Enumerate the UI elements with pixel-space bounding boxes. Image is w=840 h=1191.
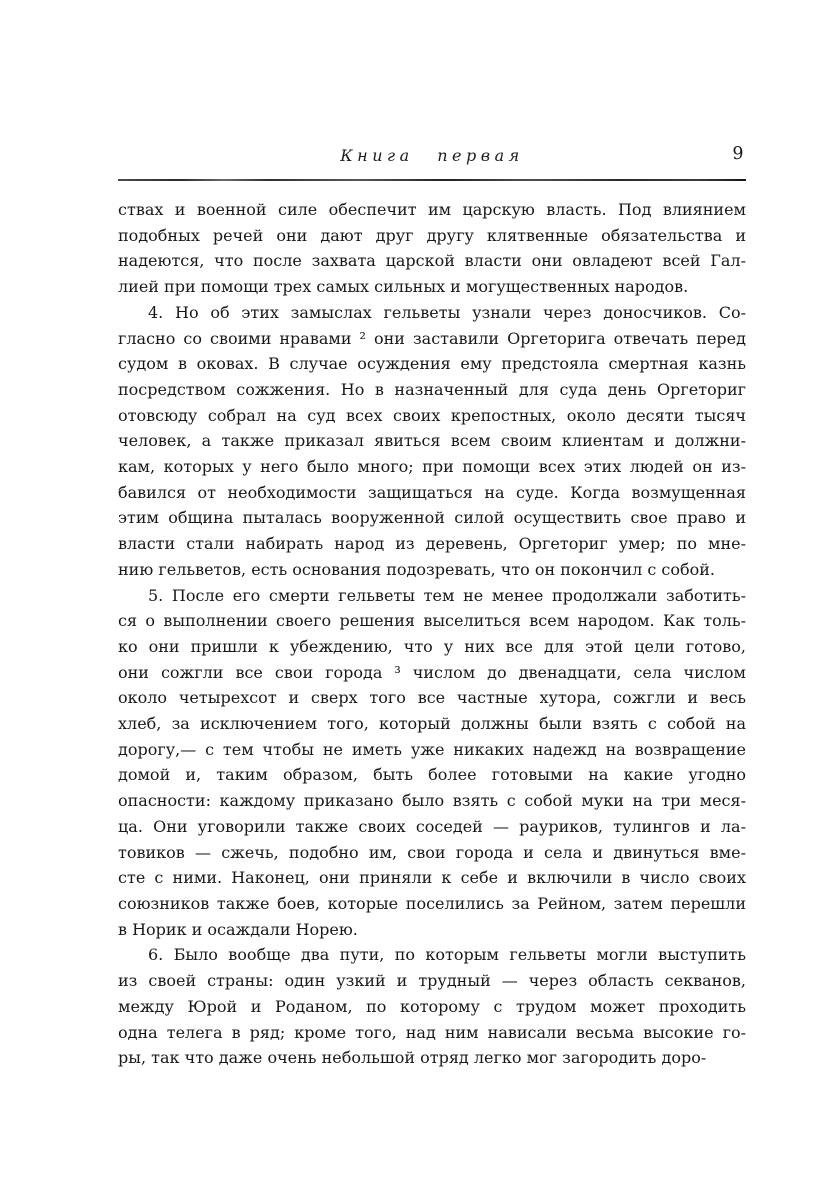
text-line: ца. Они уговорили также своих соседей — рауриков, тулингов и ла-: [118, 816, 746, 836]
text-line: между Юрой и Роданом, по которому с трудом может проходить: [118, 996, 746, 1016]
text-column: [118, 146, 746, 1071]
text-line: 6. Было вообще два пути, по которым гельветы могли выступить: [148, 945, 746, 965]
running-title: Книга первая: [340, 146, 524, 165]
text-line: человек, а также приказал явиться всем своим клиентам и должни-: [118, 431, 746, 451]
text-line: сте с ними. Наконец, они приняли к себе и включили в число своих: [118, 868, 746, 888]
text-line: этим община пыталась вооруженной силой осуществить свое право и: [118, 508, 746, 528]
text-line: домой и, таким образом, быть более готовыми на какие угодно: [118, 765, 746, 785]
text-line: посредством сожжения. Но в назначенный для суда день Оргеториг: [118, 379, 746, 399]
text-line: отовсюду собрал на суд всех своих крепостных, около десяти тысяч: [118, 405, 746, 425]
running-head: [118, 146, 746, 174]
text-line: власти стали набирать народ из деревень, Оргеториг умер; по мне-: [118, 534, 746, 554]
text-line: опасности: каждому приказано было взять с собой муки на три меся-: [118, 791, 746, 811]
text-line: ся о выполнении своего решения выселиться всем народом. Как толь-: [118, 611, 746, 631]
text-line: из своей страны: один узкий и трудный — через область секванов,: [118, 971, 746, 991]
text-line: хлеб, за исключением того, который должны были взять с собой на: [118, 714, 746, 734]
text-line: кам, которых у него было много; при помощи всех этих людей он из-: [118, 457, 746, 477]
text-line: 4. Но об этих замыслах гельветы узнали через доносчиков. Со-: [148, 302, 746, 322]
text-line: около четырехсот и сверх того все частные хутора, сожгли и весь: [118, 688, 746, 708]
text-line: ры, так что даже очень небольшой отряд легко мог загородить доро-: [118, 1048, 707, 1068]
text-line: ствах и военной силе обеспечит им царскую власть. Под влиянием: [118, 200, 746, 219]
text-line: они сожгли все свои города ³ числом до двенадцати, села числом: [118, 662, 746, 682]
text-line: бавился от необходимости защищаться на суде. Когда возмущенная: [118, 482, 746, 502]
text-line: лией при помощи трех самых сильных и могущественных народов.: [118, 277, 689, 297]
page-number: 9: [732, 144, 744, 164]
text-line: судом в оковах. В случае осуждения ему предстояла смертная казнь: [118, 354, 746, 374]
text-line: товиков — сжечь, подобно им, свои города и села и двинуться вме-: [118, 842, 746, 862]
text-line: ко они пришли к убеждению, что у них все для этой цели готово,: [118, 636, 746, 656]
text-line: 5. После его смерти гельветы тем не менее продолжали заботить-: [148, 585, 746, 605]
text-line: дорогу,— с тем чтобы не иметь уже никаких надежд на возвращение: [118, 739, 746, 759]
header-rule: [118, 179, 746, 181]
text-line: подобных речей они дают друг другу клятвенные обязательства и: [118, 225, 746, 245]
text-line: союзников также боев, которые поселились за Рейном, затем перешли: [118, 893, 746, 913]
text-line: в Норик и осаждали Норею.: [118, 919, 358, 939]
text-line: нию гельветов, есть основания подозревать, что он покончил с собой.: [118, 559, 716, 579]
text-line: гласно со своими нравами ² они заставили Оргеторига отвечать перед: [118, 328, 746, 348]
body-text: [118, 197, 746, 1071]
text-line: надеются, что после захвата царской власти они овладеют всей Гал-: [118, 251, 746, 271]
text-line: одна телега в ряд; кроме того, над ним нависали весьма высокие го-: [118, 1022, 746, 1042]
